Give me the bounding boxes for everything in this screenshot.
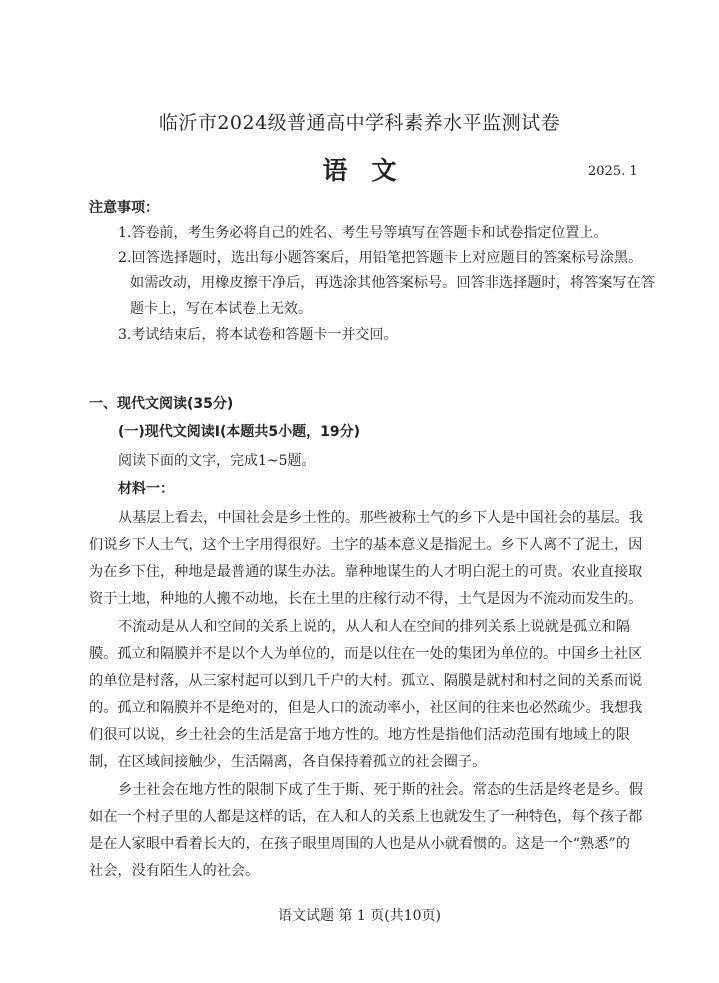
passage-line: 的单位是村落，从三家村起可以到几千户的大村。孤立、隔膜是就村和村之间的关系而说: [89, 673, 643, 689]
passage-line: 为在乡下住，种地是最普通的谋生办法。靠种地谋生的人才明白泥土的可贵。农业直接取: [89, 564, 643, 580]
passage-line: 制，在区域间接触少，生活隔离，各自保持着孤立的社会圈子。: [89, 754, 487, 770]
passage-line: 如在一个村子里的人都是这样的话，在人和人的关系上也就发生了一种特色，每个孩子都: [89, 809, 643, 825]
passage-line: 乡土社会在地方性的限制下成了生于斯、死于斯的社会。常态的生活是终老是乡。假: [118, 782, 643, 798]
note-line: 1.答卷前，考生务必将自己的姓名、考生号等填写在答题卡和试卷指定位置上。: [118, 225, 608, 241]
material-label: 材料一：: [118, 481, 174, 497]
note-line: 3.考试结束后，将本试卷和答题卡一并交回。: [118, 327, 398, 343]
passage-line: 是在人家眼中看着长大的，在孩子眼里周围的人也是从小就看惯的。这是一个“熟悉”的: [89, 836, 630, 852]
exam-title: 临沂市2024级普通高中学科素养水平监测试卷: [158, 112, 561, 134]
instruction: 阅读下面的文字，完成1~5题。: [118, 453, 316, 469]
passage-line: 们说乡下人土气，这个土字用得很好。土字的基本意义是指泥土。乡下人离不了泥土，因: [89, 537, 643, 553]
note-line: 2.回答选择题时，选出每小题答案后，用铅笔把答题卡上对应题目的答案标号涂黑。: [118, 250, 643, 266]
passage-line: 不流动是从人和空间的关系上说的，从人和人在空间的排列关系上说就是孤立和隔: [118, 619, 630, 635]
passage-line: 资于土地，种地的人搬不动地，长在土里的庄稼行动不得，土气是因为不流动而发生的。: [89, 591, 643, 607]
note-line: 如需改动，用橡皮擦干净后，再选涂其他答案标号。回答非选择题时，将答案写在答: [130, 275, 655, 291]
passage-line: 的。孤立和隔膜并不是绝对的，但是人口的流动率小，社区间的往来也必然疏少。我想我: [89, 700, 643, 716]
passage-line: 从基层上看去，中国社会是乡土性的。那些被称土气的乡下人是中国社会的基层。我: [118, 510, 643, 526]
passage-line: 们很可以说，乡土社会的生活是富于地方性的。地方性是指他们活动范围有地域上的限: [89, 727, 630, 743]
note-line: 题卡上，写在本试卷上无效。: [130, 301, 312, 317]
section-heading: 一、现代文阅读(35分): [89, 396, 234, 412]
sub-section-heading: (一)现代文阅读Ⅰ(本题共5小题，19分): [118, 424, 361, 440]
subject-char: 文: [371, 156, 397, 185]
passage-line: 膜。孤立和隔膜并不是以个人为单位的，而是以住在一处的集团为单位的。中国乡土社区: [89, 646, 643, 662]
passage-line: 社会，没有陌生人的社会。: [89, 863, 260, 879]
subject-char: 语: [322, 156, 348, 185]
notes-heading: 注意事项：: [89, 200, 159, 216]
exam-date: 2025. 1: [588, 164, 638, 179]
page-footer: 语文试题 第 1 页(共10页): [278, 908, 441, 924]
